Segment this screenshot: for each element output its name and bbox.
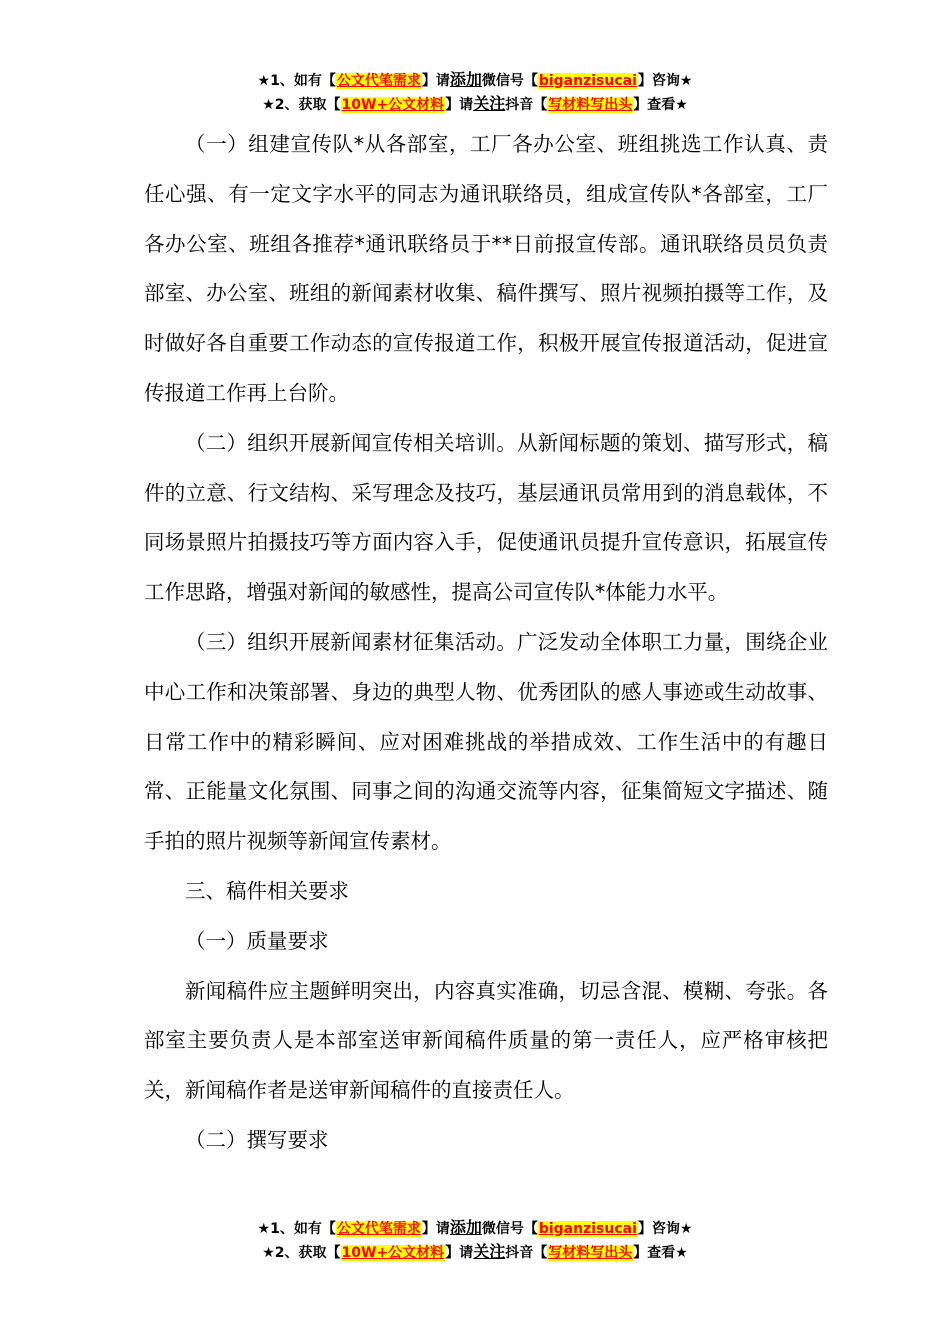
promo-line-1 <box>0 1216 950 1240</box>
promo-text: 】咨询★ <box>637 1221 693 1237</box>
promo-text: 】查看★ <box>633 1245 688 1261</box>
promo-text: 抖音【 <box>505 97 548 113</box>
promo-line-1 <box>0 68 950 92</box>
promo-text: ★1、如有【 <box>257 1221 336 1237</box>
emphasized-word: 添加 <box>449 70 482 89</box>
document-body <box>144 120 828 1166</box>
paragraph-training: （二）组织开展新闻宣传相关培训。从新闻标题的策划、描写形式，稿件的立意、行文结构、采写理念及技巧，基层通讯员常用到的消息载体，不同场景照片拍摄技巧等方面内容入手，促使通讯员提升宣传意识，拓展宣传工作思路，增强对新闻的敏感性，提高公司宣传队*体能力水平。 <box>144 430 828 605</box>
subsection-heading: （二）撰写要求 <box>185 1127 329 1152</box>
promo-text: 】请 <box>445 1245 474 1261</box>
promo-text: 】咨询★ <box>637 73 693 89</box>
promo-text: 抖音【 <box>505 1245 548 1261</box>
douyin-account-highlight: 写材料写出头 <box>548 1245 633 1261</box>
wechat-id-highlight: biganzisucai <box>538 1221 637 1237</box>
promo-text: 】请 <box>421 73 450 89</box>
promo-line-2 <box>0 92 950 116</box>
promo-text: 】查看★ <box>633 97 688 113</box>
promo-line-2 <box>0 1240 950 1264</box>
highlighted-keyword: 10W+公文材料 <box>341 1245 445 1261</box>
header-promo-banner <box>0 68 950 116</box>
paragraph-team-building: （一）组建宣传队*从各部室，工厂各办公室、班组挑选工作认真、责任心强、有一定文字水平的同志为通讯联络员，组成宣传队*各部室，工厂各办公室、班组各推荐*通讯联络员于**日前报宣传部。通讯联络员员负责部室、办公室、班组的新闻素材收集、稿件撰写、照片视频拍摄等工作，及时做好各自重要工作动态的宣传报道工作，积极开展宣传报道活动，促进宣传报道工作再上台阶。 <box>144 132 828 405</box>
wechat-id-highlight: biganzisucai <box>538 73 637 89</box>
promo-text: ★2、获取【 <box>262 97 341 113</box>
paragraph-material-collection: （三）组织开展新闻素材征集活动。广泛发动全体职工力量，围绕企业中心工作和决策部署、身边的典型人物、优秀团队的感人事迹或生动故事、日常工作中的精彩瞬间、应对困难挑战的举措成效、工作生活中的有趣日常、正能量文化氛围、同事之间的沟通交流等内容，征集简短文字描述、随手拍的照片视频等新闻宣传素材。 <box>144 629 828 854</box>
emphasized-word: 关注 <box>473 94 506 113</box>
section-heading: 三、稿件相关要求 <box>185 878 349 903</box>
highlighted-keyword: 公文代笔需求 <box>336 1221 421 1237</box>
promo-text: ★2、获取【 <box>262 1245 341 1261</box>
footer-promo-banner <box>0 1216 950 1264</box>
highlighted-keyword: 10W+公文材料 <box>341 97 445 113</box>
promo-text: 】请 <box>445 97 474 113</box>
douyin-account-highlight: 写材料写出头 <box>548 97 633 113</box>
promo-text: 微信号【 <box>481 73 538 89</box>
paragraph-quality-requirements: 新闻稿件应主题鲜明突出，内容真实准确，切忌含混、模糊、夸张。各部室主要负责人是本部室送审新闻稿件质量的第一责任人，应严格审核把关，新闻稿作者是送审新闻稿件的直接责任人。 <box>144 978 828 1103</box>
promo-text: ★1、如有【 <box>257 73 336 89</box>
emphasized-word: 添加 <box>449 1218 482 1237</box>
subsection-heading: （一）质量要求 <box>185 928 329 953</box>
highlighted-keyword: 公文代笔需求 <box>336 73 421 89</box>
promo-text: 微信号【 <box>481 1221 538 1237</box>
emphasized-word: 关注 <box>473 1242 506 1261</box>
promo-text: 】请 <box>421 1221 450 1237</box>
